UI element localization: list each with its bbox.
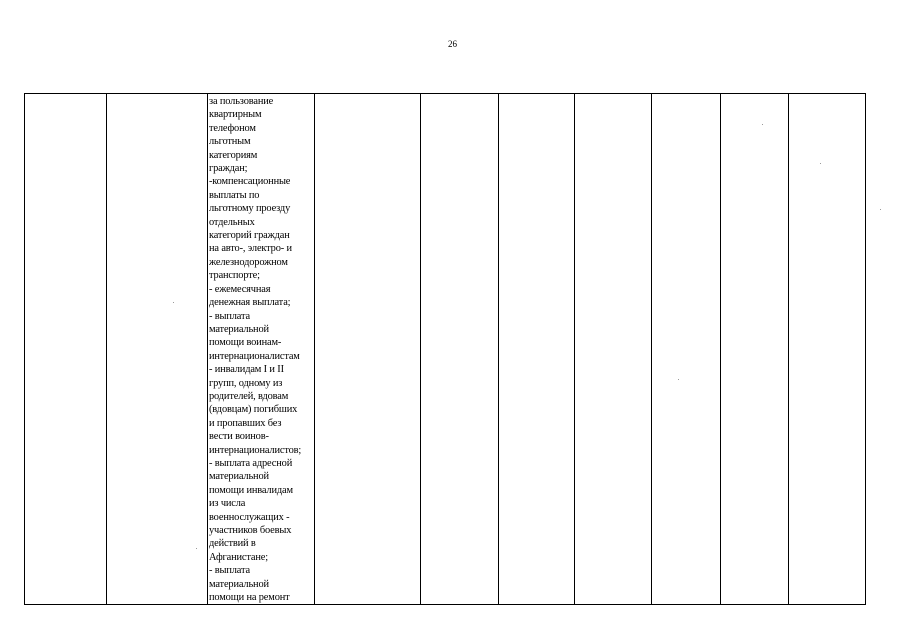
description-line: отдельных [209,216,255,228]
description-line: -компенсационные [209,176,291,188]
scan-speck [820,163,821,164]
scan-speck [762,124,763,125]
table-cell-col-8 [652,94,721,605]
description-line: категориям [209,149,258,161]
description-line: льготным [209,136,251,148]
table-cell-col-7 [575,94,652,605]
description-line: денежная выплата; [209,297,291,309]
description-line: категорий граждан [209,230,290,242]
description-line: выплаты по [209,189,260,201]
description-line: помощи воинам- [209,337,282,349]
description-line: - ежемесячная [209,283,271,295]
description-line: транспорте; [209,270,260,282]
description-line: - выплата [209,565,250,577]
description-line: интернационалистам [209,350,300,362]
document-table [24,93,866,605]
description-line: - инвалидам I и II [209,364,284,376]
description-text [208,94,314,604]
description-line: на авто-, электро- и [209,243,292,255]
description-line: телефоном [209,122,256,134]
scan-speck [678,379,679,380]
table-cell-col-2 [107,94,208,605]
description-line: вести воинов- [209,431,269,443]
description-line: из числа [209,498,246,510]
table-cell-col-10 [789,94,866,605]
description-line: военнослужащих - [209,511,290,523]
description-line: групп, одному из [209,377,283,389]
description-line: - выплата [209,310,250,322]
scan-speck [173,302,174,303]
table-cell-col-4 [315,94,421,605]
table-cell-col-1 [25,94,107,605]
description-line: квартирным [209,109,262,121]
description-line: (вдовцам) погибших [209,404,298,416]
description-line: интернационалистов; [209,444,302,456]
table-cell-col-9 [721,94,789,605]
description-line: граждан; [209,163,248,175]
description-line: материальной [209,471,269,483]
description-line: родителей, вдовам [209,390,289,402]
table-row [25,94,866,605]
description-line: участников боевых [209,525,292,536]
table-cell-col-6 [499,94,575,605]
description-line: Афганистане; [209,551,268,563]
description-line: помощи на ремонт [209,592,290,604]
description-line: льготному проезду [209,203,291,215]
description-line: материальной [209,578,269,590]
table-cell-description [208,94,315,605]
description-line: железнодорожном [209,256,288,268]
description-line: и пропавших без [209,417,282,429]
description-line: за пользование [209,96,274,107]
description-line: материальной [209,323,269,335]
scan-speck [880,209,881,210]
description-line: помощи инвалидам [209,484,293,496]
page-number: 26 [448,39,457,49]
description-line: - выплата адресной [209,457,293,469]
scan-speck [196,548,197,549]
description-line: действий в [209,538,256,550]
table-cell-col-5 [421,94,499,605]
